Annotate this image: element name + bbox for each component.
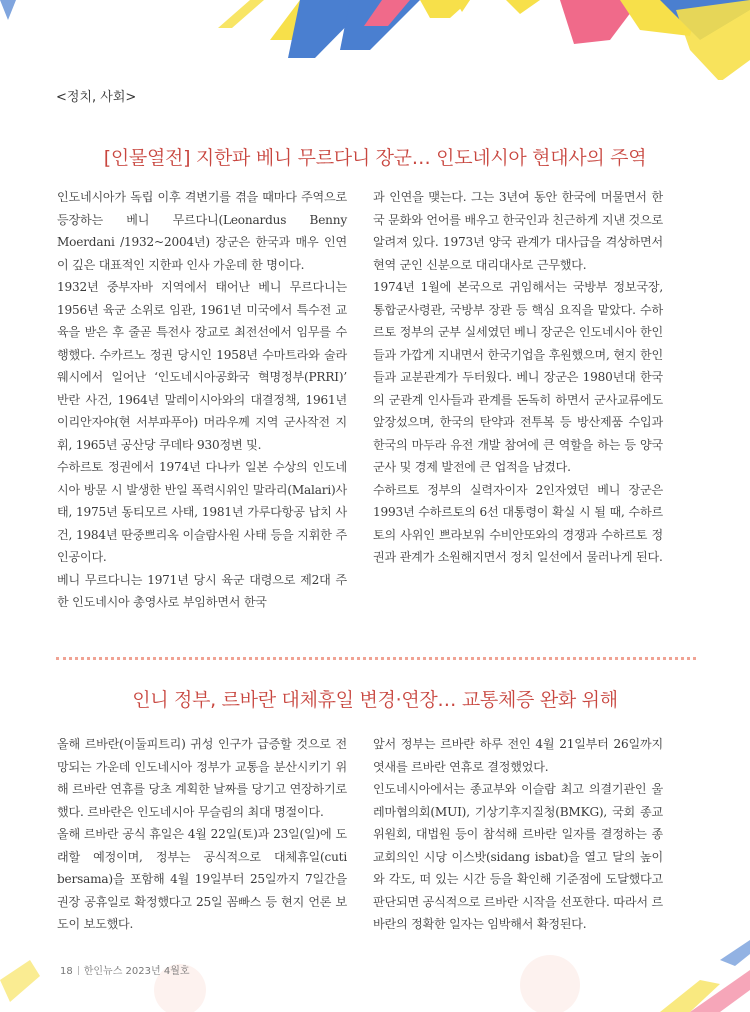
article1-left-paragraph: 수하르토 정권에서 1974년 다나카 일본 수상의 인도네시아 방문 시 발생한 반일 폭력시위인 말라리(Malari)사태, 1975년 동티모르 사태, 1981년 가루다항공 납치 사건, 1984년 딴중쁘리옥 이슬람사원 사태 등을 지휘한 주인공이다. (57, 460, 347, 564)
section-divider (56, 657, 696, 660)
article1-right-paragraph: 수하르토 정부의 실력자이자 2인자였던 베니 장군은 1993년 수하르토의 6선 대통령이 확실 시 될 때, 수하르토의 사위인 쁘라보워 수비안또와의 경쟁과 수하르토 정권과 관계가 소원해지면서 정치 일선에서 물러나게 된다. (373, 482, 663, 564)
page-number: 18 (60, 966, 73, 977)
article1-right-paragraph: 1974년 1월에 본국으로 귀임해서는 국방부 정보국장, 통합군사령관, 국방부 장관 등 핵심 요직을 맡았다. 수하르토 정부의 군부 실세였던 베니 장군은 인도네시아 한인들과 가깝게 지내면서 한국기업을 후원했으며, 현지 한인들과 교분관계가 두터웠다. 베니 장군은 1980년대 한국의 군관계 인사들과 관계를 돈독히 하면서 군사교류에도 앞장섰으며, 한국의 탄약과 전투복 등 방산제품 수입과 한국의 마두라 유전 개발 참여에 큰 역할을 하는 등 양국 군사 및 경제 발전에 큰 업적을 남겼다. (373, 280, 663, 474)
article1-right-paragraph: 과 인연을 맺는다. 그는 3년여 동안 한국에 머물면서 한국 문화와 언어를 배우고 한국인과 친근하게 지낸 것으로 알려져 있다. 1973년 양국 관계가 대사급을 격상하면서 현역 군인 신분으로 대리대사로 근무했다. (373, 190, 663, 272)
article1-left-paragraph: 베니 무르다니는 1971년 당시 육군 대령으로 제2대 주한 인도네시아 총영사로 부임하면서 한국 (57, 572, 347, 609)
publication-name: 한인뉴스 2023년 4월호 (83, 966, 190, 977)
article2-right-paragraph: 앞서 정부는 르바란 하루 전인 4월 21일부터 26일까지 엿새를 르바란 연휴로 결정했었다. (373, 737, 663, 774)
header-decoration (0, 0, 750, 80)
article2-left-paragraph: 올해 르바란(이둘피트리) 귀성 인구가 급증할 것으로 전망되는 가운데 인도네시아 정부가 교통을 분산시키기 위해 르바란 연휴를 당초 계획한 날짜를 당기고 연장하기로 했다. 르바란은 인도네시아 무슬림의 최대 명절이다. (57, 737, 347, 819)
article1-right-column (373, 186, 663, 569)
article1-left-paragraph: 1932년 중부자바 지역에서 태어난 베니 무르다니는 1956년 육군 소위로 임관, 1961년 미국에서 특수전 교육을 받은 후 줄곧 특전사 장교로 최전선에서 임무를 수행했다. 수카르노 정권 당시인 1958년 수마트라와 술라웨시에서 일어난 ‘인도네시아공화국 혁명정부(PRRI)’ 반란 사건, 1964년 말레이시아와의 대결정책, 1961년 이리안자야(현 서부파푸아) 머라우께 지역 군사작전 지휘, 1965년 공산당 쿠데타 930정변 및. (57, 280, 347, 452)
article2-right-column (373, 733, 663, 936)
article1-headline: [인물열전] 지한파 베니 무르다니 장군… 인도네시아 현대사의 주역 (103, 147, 647, 169)
footer-separator (78, 966, 79, 975)
article1-left-paragraph: 인도네시아가 독립 이후 격변기를 겪을 때마다 주역으로 등장하는 베니 무르다니(Leonardus Benny Moerdani /1932~2004년) 장군은 한국과 매우 인연이 깊은 대표적인 지한파 인사 가운데 한 명이다. (57, 190, 347, 272)
article2-right-paragraph: 인도네시아에서는 종교부와 이슬람 최고 의결기관인 울레마협의회(MUI), 기상기후지질청(BMKG), 국회 종교위원회, 대법원 등이 참석해 르바란 일자를 결정하는 종교회의인 시당 이스밧(sidang isbat)을 열고 달의 높이와 각도, 떠 있는 시간 등을 확인해 기준점에 도달했다고 판단되면 공식적으로 르바란 시작을 선포한다. 따라서 르바란의 정확한 일자는 임박해서 확정된다. (373, 782, 663, 931)
page-footer (60, 962, 190, 977)
article1-left-column (57, 186, 347, 614)
section-tag: <정치, 사회> (56, 90, 137, 105)
article2-left-paragraph: 올해 르바란 공식 휴일은 4월 22일(토)과 23일(일)에 도래할 예정이며, 정부는 공식적으로 대체휴일(cuti bersama)을 포함해 4월 19일부터 25일까지 7일간을 권장 공휴일로 확정했다고 25일 꼼빠스 등 현지 언론 보도이 보도했다. (57, 827, 347, 931)
article2-left-column (57, 733, 347, 936)
article2-headline: 인니 정부, 르바란 대체휴일 변경·연장… 교통체증 완화 위해 (132, 689, 618, 711)
